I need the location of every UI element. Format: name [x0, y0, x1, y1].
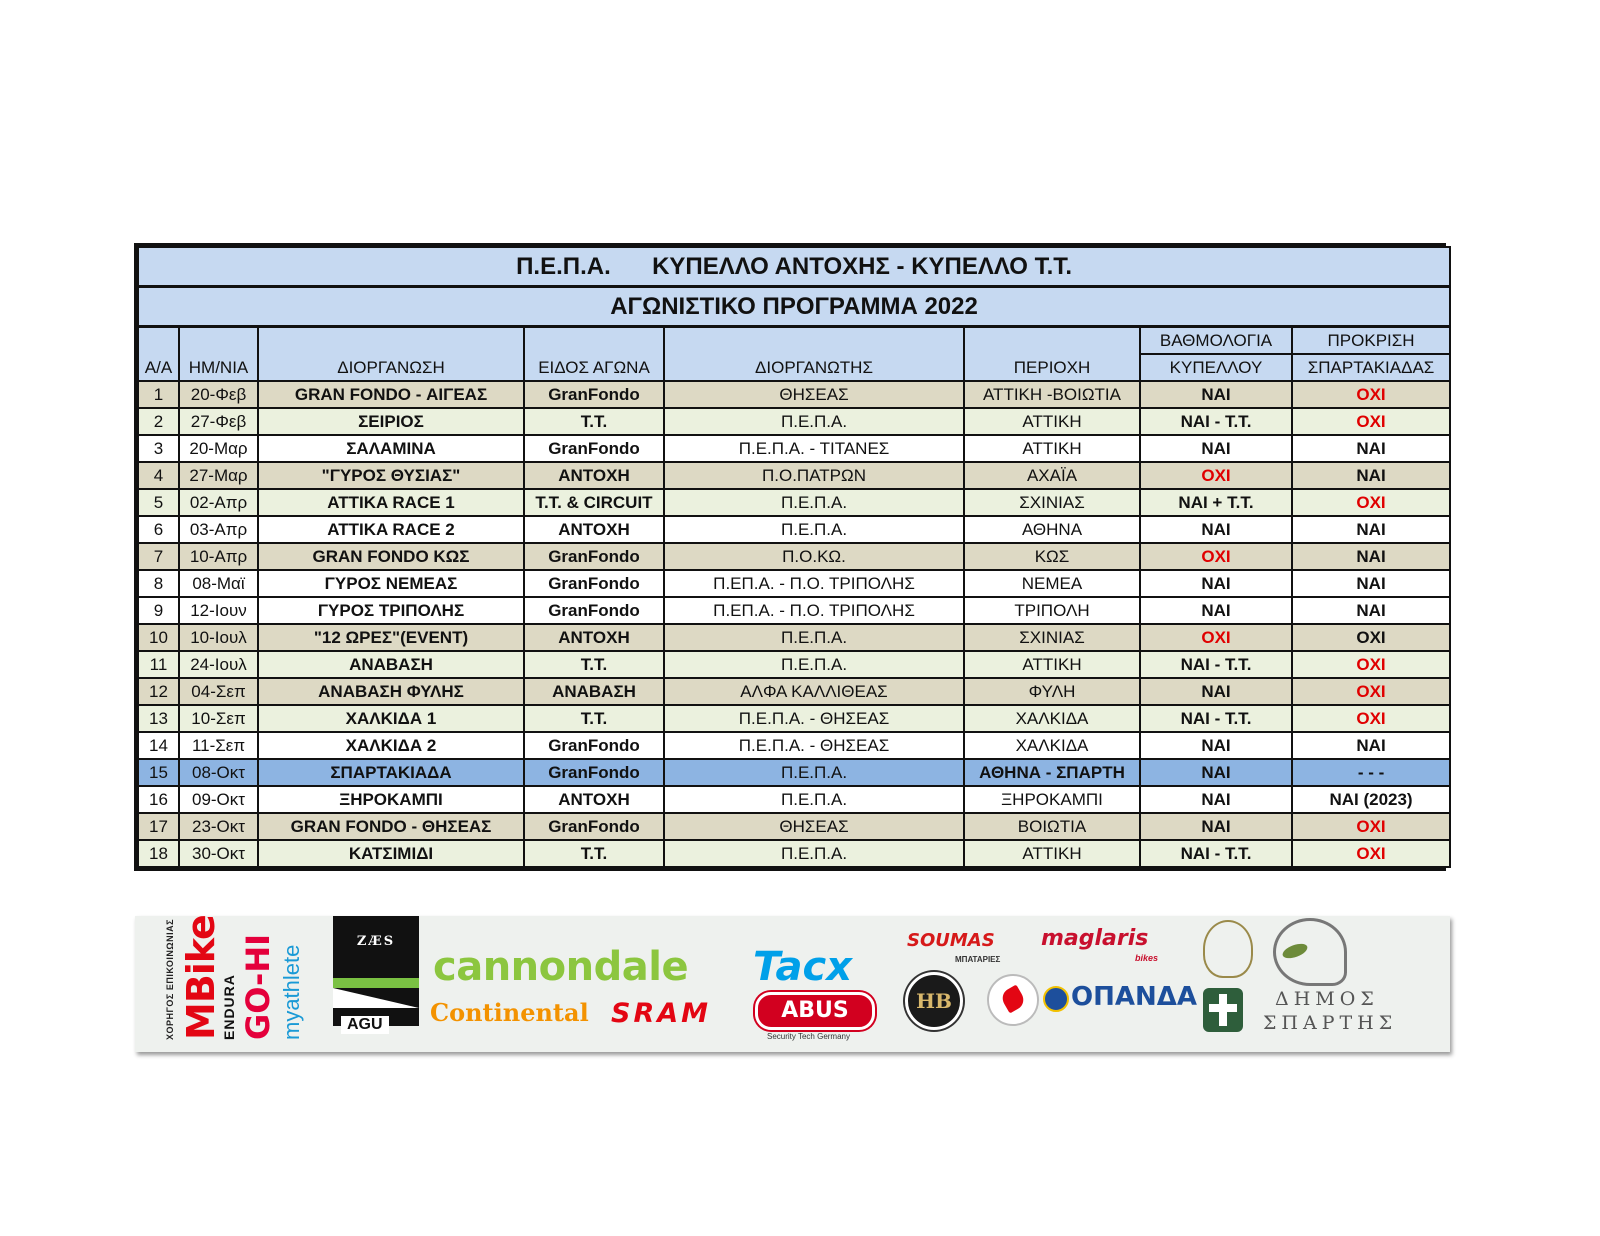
cell-cup: ΝΑΙ	[1140, 813, 1292, 840]
cell-aa: 16	[138, 786, 179, 813]
cell-type: GranFondo	[524, 570, 664, 597]
cell-organizer: ΘΗΣΕΑΣ	[664, 813, 964, 840]
cell-cup: ΝΑΙ	[1140, 732, 1292, 759]
table-row	[138, 408, 1450, 435]
cell-event: ΧΑΛΚΙΔΑ 1	[258, 705, 524, 732]
cell-region: ΚΩΣ	[964, 543, 1140, 570]
cell-type: GranFondo	[524, 759, 664, 786]
cell-date: 09-Οκτ	[179, 786, 258, 813]
cell-aa: 3	[138, 435, 179, 462]
header-type: ΕΙΔΟΣ ΑΓΩΝΑ	[524, 327, 664, 382]
cell-region: ΧΑΛΚΙΔΑ	[964, 732, 1140, 759]
cell-aa: 17	[138, 813, 179, 840]
cell-date: 20-Μαρ	[179, 435, 258, 462]
zaes-logo	[333, 916, 419, 1026]
cell-cup: ΟΧΙ	[1140, 624, 1292, 651]
cell-aa: 4	[138, 462, 179, 489]
cell-organizer: Π.Ε.Π.Α.	[664, 624, 964, 651]
cell-cup: ΝΑΙ	[1140, 786, 1292, 813]
cell-type: GranFondo	[524, 381, 664, 408]
cell-qualification: ΝΑΙ	[1292, 543, 1450, 570]
cell-aa: 5	[138, 489, 179, 516]
cell-date: 02-Απρ	[179, 489, 258, 516]
cell-cup: ΝΑΙ	[1140, 435, 1292, 462]
cell-type: ΑΝΑΒΑΣΗ	[524, 678, 664, 705]
abus-text: ABUS	[781, 998, 849, 1023]
cell-region: ΑΤΤΙΚΗ	[964, 435, 1140, 462]
cell-region: ΦΥΛΗ	[964, 678, 1140, 705]
cell-qualification: ΝΑΙ	[1292, 597, 1450, 624]
cell-region: ΑΘΗΝΑ	[964, 516, 1140, 543]
cell-qualification: ΟΧΙ	[1292, 381, 1450, 408]
cell-region: ΣΧΙΝΙΑΣ	[964, 624, 1140, 651]
cell-region: ΒΟΙΩΤΙΑ	[964, 813, 1140, 840]
cell-event: "ΓΥΡΟΣ ΘΥΣΙΑΣ"	[258, 462, 524, 489]
soumas-logo: SOUMAS	[907, 930, 995, 951]
cell-date: 27-Φεβ	[179, 408, 258, 435]
cell-organizer: Π.Ε.Π.Α.	[664, 651, 964, 678]
cell-organizer: Π.Ε.Π.Α. - ΘΗΣΕΑΣ	[664, 705, 964, 732]
cell-date: 12-Ιουν	[179, 597, 258, 624]
cell-region: ΞΗΡΟΚΑΜΠΙ	[964, 786, 1140, 813]
abus-logo	[755, 992, 875, 1030]
tacx-logo: Tacx	[753, 944, 853, 990]
table-row	[138, 786, 1450, 813]
cell-date: 20-Φεβ	[179, 381, 258, 408]
zaes-text: ZÆS	[356, 934, 396, 949]
cell-aa: 18	[138, 840, 179, 867]
header-organizer: ΔΙΟΡΓΑΝΩΤΗΣ	[664, 327, 964, 382]
table-row	[138, 705, 1450, 732]
olive-branch-icon	[1281, 941, 1310, 961]
cell-region: ΣΧΙΝΙΑΣ	[964, 489, 1140, 516]
sparta-theatre-emblem-icon	[1203, 920, 1253, 978]
myathlete-logo: myathlete	[279, 944, 304, 1040]
cell-event: GRAN FONDO - ΑΙΓΕΑΣ	[258, 381, 524, 408]
schedule-rows	[138, 381, 1450, 867]
agu-logo: AGU	[341, 1016, 389, 1034]
table-row	[138, 462, 1450, 489]
cell-qualification: ΟΧΙ	[1292, 408, 1450, 435]
mbike-logo: MBike	[179, 915, 223, 1040]
cell-event: ΣΕΙΡΙΟΣ	[258, 408, 524, 435]
specialized-badge	[987, 974, 1039, 1026]
cell-aa: 2	[138, 408, 179, 435]
cell-region: ΝΕΜΕΑ	[964, 570, 1140, 597]
cell-aa: 8	[138, 570, 179, 597]
cell-qualification: ΝΑΙ	[1292, 435, 1450, 462]
header-date: ΗΜ/ΝΙΑ	[179, 327, 258, 382]
sram-logo: SRAM	[611, 998, 712, 1029]
table-row	[138, 813, 1450, 840]
table-subtitle: ΑΓΩΝΙΣΤΙΚΟ ΠΡΟΓΡΑΜΜΑ 2022	[138, 287, 1450, 327]
header-aa: Α/Α	[138, 327, 179, 382]
table-row	[138, 651, 1450, 678]
cell-type: GranFondo	[524, 543, 664, 570]
cell-organizer: Π.Ε.Π.Α.	[664, 759, 964, 786]
cell-cup: ΝΑΙ - Τ.Τ.	[1140, 651, 1292, 678]
cell-cup: ΝΑΙ	[1140, 678, 1292, 705]
cell-date: 10-Σεπ	[179, 705, 258, 732]
cell-aa: 13	[138, 705, 179, 732]
cell-event: ΚΑΤΣΙΜΙΔΙ	[258, 840, 524, 867]
cell-event: "12 ΩΡΕΣ"(EVENT)	[258, 624, 524, 651]
cell-type: GranFondo	[524, 435, 664, 462]
title-row-1	[138, 247, 1450, 287]
header-event: ΔΙΟΡΓΑΝΩΣΗ	[258, 327, 524, 382]
cell-date: 10-Ιουλ	[179, 624, 258, 651]
zaes-wedge	[333, 988, 419, 1008]
cell-aa: 14	[138, 732, 179, 759]
cell-qualification: - - -	[1292, 759, 1450, 786]
cell-event: ΣΠΑΡΤΑΚΙΑΔΑ	[258, 759, 524, 786]
table-row	[138, 624, 1450, 651]
dimos-sparti-emblem-icon	[1273, 918, 1347, 986]
cell-cup: ΟΧΙ	[1140, 543, 1292, 570]
cell-qualification: ΟΧΙ	[1292, 489, 1450, 516]
cell-type: GranFondo	[524, 597, 664, 624]
dimos-sparti-line2: ΣΠΑΡΤΗΣ	[1263, 1012, 1398, 1034]
cross-bar-icon	[1209, 1004, 1237, 1012]
cell-type: Τ.Τ.	[524, 408, 664, 435]
cell-qualification: ΟΧΙ	[1292, 705, 1450, 732]
cell-aa: 15	[138, 759, 179, 786]
title-organization: Π.Ε.Π.Α.	[516, 253, 611, 280]
cell-qualification: ΝΑΙ	[1292, 462, 1450, 489]
cell-aa: 9	[138, 597, 179, 624]
table-row	[138, 570, 1450, 597]
cell-date: 23-Οκτ	[179, 813, 258, 840]
cell-organizer: Π.Ε.Π.Α. - ΘΗΣΕΑΣ	[664, 732, 964, 759]
honey-bread-logo	[905, 972, 963, 1030]
cell-cup: ΝΑΙ	[1140, 381, 1292, 408]
sparta-club-emblem-icon	[1203, 988, 1243, 1032]
cell-event: ΓΥΡΟΣ ΤΡΙΠΟΛΗΣ	[258, 597, 524, 624]
cell-cup: ΝΑΙ - Τ.Τ.	[1140, 705, 1292, 732]
cell-qualification: ΟΧΙ	[1292, 813, 1450, 840]
table-row	[138, 435, 1450, 462]
cell-event: ΧΑΛΚΙΔΑ 2	[258, 732, 524, 759]
cell-event: ATTIKA RACE 2	[258, 516, 524, 543]
cell-organizer: Π.Ε.Π.Α.	[664, 840, 964, 867]
cell-organizer: Π.Ε.Π.Α.	[664, 489, 964, 516]
cell-type: Τ.Τ.	[524, 840, 664, 867]
cell-qualification: ΟΧΙ	[1292, 678, 1450, 705]
specialized-icon	[999, 984, 1027, 1013]
table-row	[138, 543, 1450, 570]
table-row	[138, 840, 1450, 867]
cell-qualification: ΟΧΙ	[1292, 840, 1450, 867]
header-cup-bottom: ΚΥΠΕΛΛΟΥ	[1140, 354, 1292, 381]
cell-type: ΑΝΤΟΧΗ	[524, 516, 664, 543]
cell-region: ΑΤΤΙΚΗ	[964, 408, 1140, 435]
cell-type: Τ.Τ.	[524, 651, 664, 678]
cell-date: 03-Απρ	[179, 516, 258, 543]
cell-aa: 1	[138, 381, 179, 408]
cell-cup: ΝΑΙ	[1140, 759, 1292, 786]
cell-qualification: ΟΧΙ	[1292, 624, 1450, 651]
header-qual-bottom: ΣΠΑΡΤΑΚΙΑΔΑΣ	[1292, 354, 1450, 381]
cell-qualification: ΟΧΙ	[1292, 651, 1450, 678]
cell-cup: ΝΑΙ	[1140, 570, 1292, 597]
cell-event: ΑΝΑΒΑΣΗ ΦΥΛΗΣ	[258, 678, 524, 705]
continental-logo: Continental	[430, 998, 589, 1027]
cell-organizer: Π.Ε.Π.Α.	[664, 786, 964, 813]
cell-cup: ΝΑΙ - Τ.Τ.	[1140, 408, 1292, 435]
maglaris-tagline: bikes	[1135, 953, 1159, 963]
cell-region: ΑΤΤΙΚΗ -ΒΟΙΩΤΙΑ	[964, 381, 1140, 408]
table-title	[138, 247, 1450, 287]
cell-qualification: ΝΑΙ	[1292, 516, 1450, 543]
cell-organizer: Π.Ε.Π.Α.	[664, 516, 964, 543]
dimos-sparti-line1: ΔΗΜΟΣ	[1275, 988, 1379, 1010]
zaes-accent	[333, 978, 419, 988]
title-row-2	[138, 287, 1450, 327]
table-row	[138, 597, 1450, 624]
cell-cup: ΝΑΙ	[1140, 516, 1292, 543]
cell-organizer: ΑΛΦΑ ΚΑΛΛΙΘΕΑΣ	[664, 678, 964, 705]
cell-type: ΑΝΤΟΧΗ	[524, 462, 664, 489]
opanda-logo: ΟΠΑΝΔΑ	[1071, 982, 1197, 1012]
cell-aa: 10	[138, 624, 179, 651]
header-row-top	[138, 327, 1450, 355]
cell-event: GRAN FONDO ΚΩΣ	[258, 543, 524, 570]
cell-region: ΑΘΗΝΑ - ΣΠΑΡΤΗ	[964, 759, 1140, 786]
cell-region: ΑΧΑΪΑ	[964, 462, 1140, 489]
cell-date: 08-Οκτ	[179, 759, 258, 786]
cell-event: ATTIKA RACE 1	[258, 489, 524, 516]
table-row	[138, 381, 1450, 408]
cell-event: ΑΝΑΒΑΣΗ	[258, 651, 524, 678]
honey-bread-text: HB	[916, 989, 952, 1013]
cell-organizer: Π.Ε.Π.Α. - ΤΙΤΑΝΕΣ	[664, 435, 964, 462]
cell-cup: ΝΑΙ	[1140, 597, 1292, 624]
cell-cup: ΝΑΙ - Τ.Τ.	[1140, 840, 1292, 867]
table-row	[138, 489, 1450, 516]
cell-date: 08-Μαϊ	[179, 570, 258, 597]
cell-cup: ΟΧΙ	[1140, 462, 1292, 489]
cell-aa: 7	[138, 543, 179, 570]
header-region: ΠΕΡΙΟΧΗ	[964, 327, 1140, 382]
cell-date: 10-Απρ	[179, 543, 258, 570]
header-cup-top: ΒΑΘΜΟΛΟΓΙΑ	[1140, 327, 1292, 355]
cell-aa: 12	[138, 678, 179, 705]
title-cups: ΚΥΠΕΛΛΟ ΑΝΤΟΧΗΣ - ΚΥΠΕΛΛΟ Τ.Τ.	[652, 253, 1072, 280]
header-qual-top: ΠΡΟΚΡΙΣΗ	[1292, 327, 1450, 355]
cell-date: 24-Ιουλ	[179, 651, 258, 678]
schedule-table	[134, 243, 1446, 871]
endura-logo: ENDURA	[221, 974, 237, 1040]
cell-organizer: ΘΗΣΕΑΣ	[664, 381, 964, 408]
cell-organizer: Π.Ο.ΠΑΤΡΩΝ	[664, 462, 964, 489]
cell-organizer: Π.Ε.Π.Α.	[664, 408, 964, 435]
cell-date: 11-Σεπ	[179, 732, 258, 759]
cell-type: ΑΝΤΟΧΗ	[524, 786, 664, 813]
table-row	[138, 732, 1450, 759]
cell-organizer: Π.ΕΠ.Α. - Π.Ο. ΤΡΙΠΟΛΗΣ	[664, 597, 964, 624]
cell-aa: 11	[138, 651, 179, 678]
cell-event: GRAN FONDO - ΘΗΣΕΑΣ	[258, 813, 524, 840]
cell-region: ΤΡΙΠΟΛΗ	[964, 597, 1140, 624]
cell-organizer: Π.Ο.ΚΩ.	[664, 543, 964, 570]
table-row	[138, 516, 1450, 543]
cell-type: GranFondo	[524, 813, 664, 840]
cell-qualification: ΝΑΙ	[1292, 732, 1450, 759]
cell-cup: ΝΑΙ + Τ.Τ.	[1140, 489, 1292, 516]
cell-qualification: ΝΑΙ	[1292, 570, 1450, 597]
soumas-tagline: ΜΠΑΤΑΡΙΕΣ	[955, 955, 1001, 964]
table-row	[138, 759, 1450, 786]
cell-date: 27-Μαρ	[179, 462, 258, 489]
cannondale-logo: cannondale	[433, 944, 689, 990]
sponsors-banner	[135, 916, 1450, 1052]
cell-aa: 6	[138, 516, 179, 543]
cell-organizer: Π.ΕΠ.Α. - Π.Ο. ΤΡΙΠΟΛΗΣ	[664, 570, 964, 597]
cell-type: ΑΝΤΟΧΗ	[524, 624, 664, 651]
media-sponsor-label: ΧΟΡΗΓΟΣ ΕΠΙΚΟΙΝΩΝΙΑΣ	[165, 918, 175, 1040]
table-row	[138, 678, 1450, 705]
cell-type: Τ.Τ. & CIRCUIT	[524, 489, 664, 516]
cell-qualification: ΝΑΙ (2023)	[1292, 786, 1450, 813]
cell-type: GranFondo	[524, 732, 664, 759]
maglaris-logo: maglaris	[1041, 926, 1149, 951]
cell-type: Τ.Τ.	[524, 705, 664, 732]
cell-region: ΧΑΛΚΙΔΑ	[964, 705, 1140, 732]
cell-region: ΑΤΤΙΚΗ	[964, 651, 1140, 678]
gohi-logo: GO-HI	[239, 933, 277, 1040]
cell-event: ΓΥΡΟΣ ΝΕΜΕΑΣ	[258, 570, 524, 597]
cell-event: ΣΑΛΑΜΙΝΑ	[258, 435, 524, 462]
cell-event: ΞΗΡΟΚΑΜΠΙ	[258, 786, 524, 813]
cell-date: 04-Σεπ	[179, 678, 258, 705]
abus-tagline: Security Tech Germany	[767, 1032, 850, 1041]
cell-region: ΑΤΤΙΚΗ	[964, 840, 1140, 867]
opanda-emblem-icon	[1043, 986, 1069, 1012]
cell-date: 30-Οκτ	[179, 840, 258, 867]
